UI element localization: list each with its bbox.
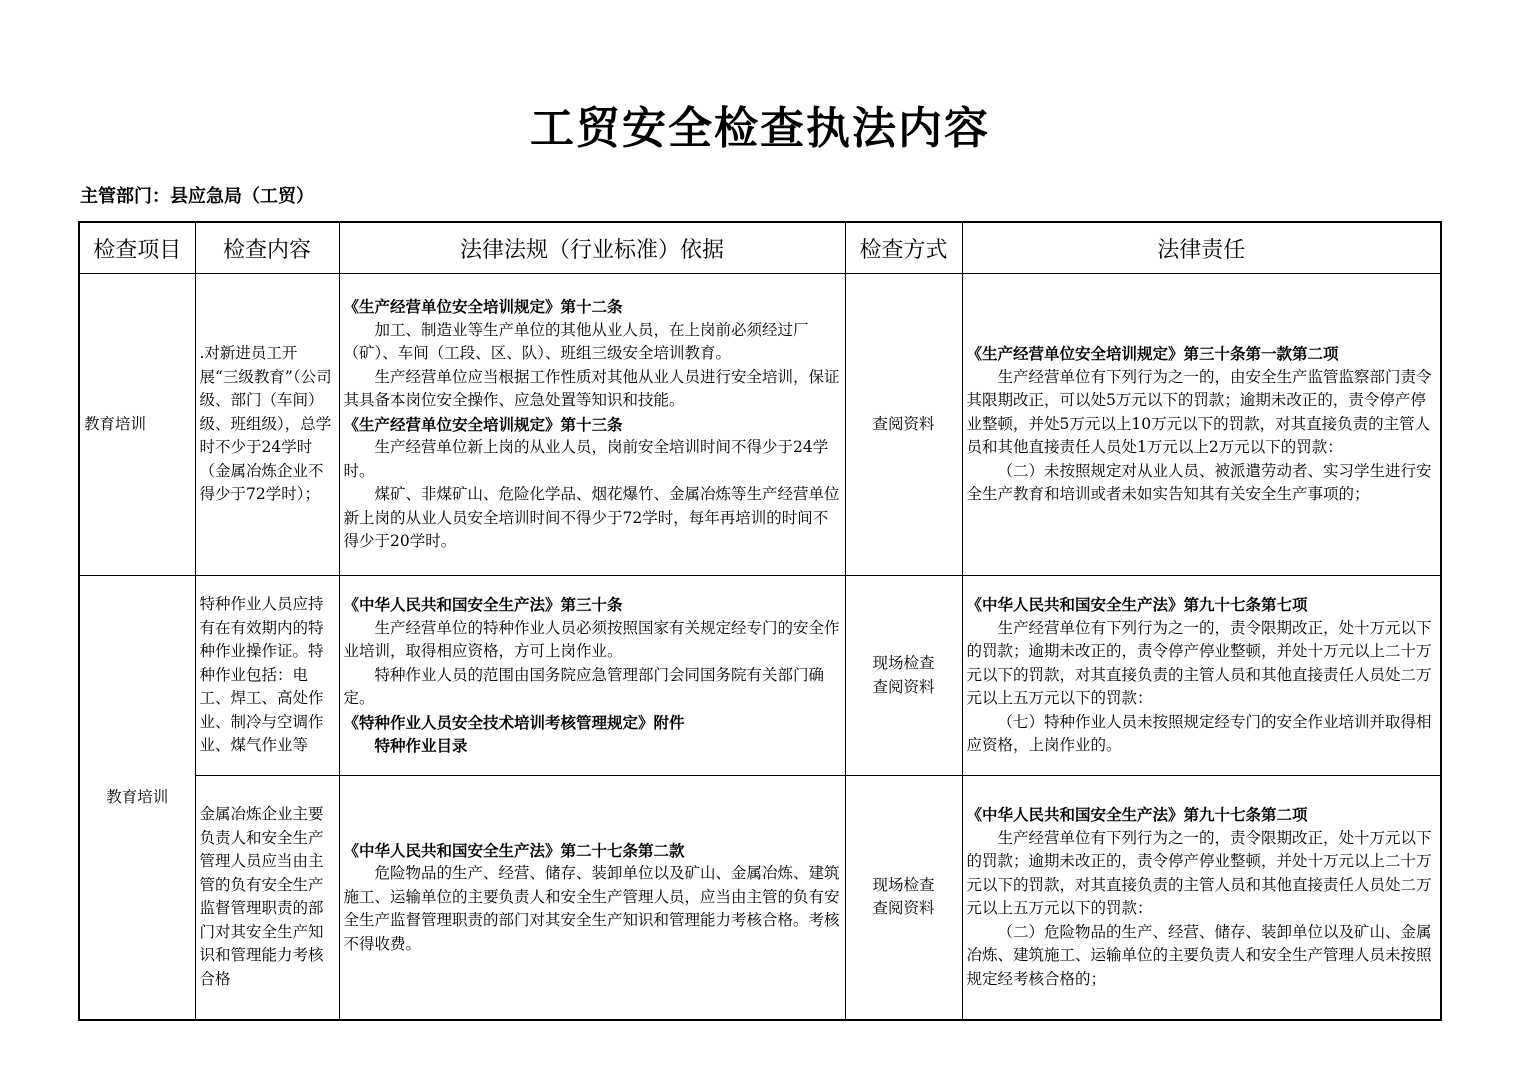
- cell-basis: [339, 274, 845, 576]
- basis-paragraph: 加工、制造业等生产单位的其他从业人员，在上岗前必须经过厂（矿）、车间（工段、区、队）、班组三级安全培训教育。: [343, 320, 809, 363]
- liability-paragraph: （二）危险物品的生产、经营、储存、装卸单位以及矿山、金属冶炼、建筑施工、运输单位的主要负责人和安全生产管理人员未按照规定经考核合格的；: [966, 922, 1432, 988]
- cell-item: 教育培训: [79, 576, 195, 1020]
- cell-content: 特种作业人员应持有在有效期内的特种作业操作证。特种作业包括：电工、焊工、高处作业、制冷与空调作业、煤气作业等: [195, 576, 339, 776]
- cell-basis: [339, 776, 845, 1020]
- basis-heading: 《生产经营单位安全培训规定》第十三条: [343, 414, 623, 434]
- cell-basis: [339, 576, 845, 776]
- basis-paragraph: 生产经营单位的特种作业人员必须按照国家有关规定经专门的安全作业培训，取得相应资格，方可上岗作业。: [343, 618, 840, 661]
- header-basis: 法律法规（行业标准）依据: [339, 222, 845, 274]
- basis-heading: 《中华人民共和国安全生产法》第二十七条第二款: [343, 840, 685, 860]
- cell-method: [845, 776, 962, 1020]
- basis-paragraph: 生产经营单位新上岗的从业人员，岗前安全培训时间不得少于24学时。: [343, 438, 829, 480]
- cell-content: .对新进员工开展“三级教育”（公司级、部门（车间）级、班组级），总学时不少于24学时（金属冶炼企业不得少于72学时）；: [195, 274, 339, 576]
- basis-heading: 《生产经营单位安全培训规定》第十二条: [343, 297, 623, 317]
- page-title: 工贸安全检查执法内容: [530, 103, 990, 154]
- cell-method: [845, 576, 962, 776]
- cell-liability: [962, 776, 1441, 1020]
- cell-liability: [962, 274, 1441, 576]
- header-method: 检查方式: [845, 222, 962, 274]
- table-row: [79, 576, 1441, 776]
- liability-paragraph: （二）未按照规定对从业人员、被派遣劳动者、实习学生进行安全生产教育和培训或者未如实告知其有关安全生产事项的；: [966, 461, 1432, 504]
- basis-heading: 《特种作业人员安全技术培训考核管理规定》附件: [343, 712, 685, 732]
- department-label: 主管部门：县应急局（工贸）: [80, 186, 314, 207]
- method-line: 现场检查: [872, 875, 935, 894]
- method-line: 查阅资料: [872, 899, 935, 918]
- liability-paragraph: 生产经营单位有下列行为之一的，责令限期改正，处十万元以下的罚款；逾期未改正的，责令停产停业整顿，并处十万元以上二十万元以下的罚款，对其直接负责的主管人员和其他直接责任人员处二万元以上五万元以下的罚款：: [966, 618, 1432, 708]
- liability-paragraph: （七）特种作业人员未按照规定经专门的安全作业培训并取得相应资格，上岗作业的。: [966, 712, 1432, 755]
- liability-paragraph: 生产经营单位有下列行为之一的，由安全生产监管监察部门责令其限期改正，可以处5万元以下的罚款；逾期未改正的，责令停产停业整顿，并处5万元以上10万元以下的罚款，对其直接负责的主管人员和其他直接责任人员处1万元以上2万元以下的罚款：: [966, 367, 1432, 457]
- method-line: 查阅资料: [872, 677, 935, 696]
- table-row: [79, 274, 1441, 576]
- cell-method: 查阅资料: [845, 274, 962, 576]
- basis-paragraph: 煤矿、非煤矿山、危险化学品、烟花爆竹、金属冶炼等生产经营单位新上岗的从业人员安全培训时间不得少于72学时，每年再培训的时间不得少于20学时。: [343, 485, 840, 551]
- header-item: 检查项目: [79, 222, 195, 274]
- basis-heading: 《中华人民共和国安全生产法》第三十条: [343, 595, 623, 615]
- header-content: 检查内容: [195, 222, 339, 274]
- cell-content: 金属冶炼企业主要负责人和安全生产管理人员应当由主管的负有安全生产监督管理职责的部门对其安全生产知识和管理能力考核合格: [195, 776, 339, 1020]
- basis-paragraph: 危险物品的生产、经营、储存、装卸单位以及矿山、金属冶炼、建筑施工、运输单位的主要负责人和安全生产管理人员，应当由主管的负有安全生产监督管理职责的部门对其安全生产知识和管理能力考核合格。考核不得收费。: [343, 864, 840, 953]
- table-row: [79, 776, 1441, 1020]
- cell-liability: [962, 576, 1441, 776]
- liability-heading: 《生产经营单位安全培训规定》第三十条第一款第二项: [966, 344, 1339, 364]
- liability-paragraph: 生产经营单位有下列行为之一的，责令限期改正，处十万元以下的罚款；逾期未改正的，责令停产停业整顿，并处十万元以上二十万元以下的罚款，对其直接负责的主管人员和其他直接责任人员处二万元以上五万元以下的罚款：: [966, 828, 1432, 918]
- inspection-table: [78, 221, 1442, 1021]
- liability-heading: 《中华人民共和国安全生产法》第九十七条第二项: [966, 805, 1308, 825]
- header-liability: 法律责任: [962, 222, 1441, 274]
- basis-heading: 特种作业目录: [374, 736, 468, 756]
- table-header-row: [79, 222, 1441, 274]
- basis-paragraph: 特种作业人员的范围由国务院应急管理部门会同国务院有关部门确定。: [343, 665, 825, 708]
- cell-item: 教育培训: [79, 274, 195, 576]
- method-line: 现场检查: [872, 654, 935, 672]
- liability-heading: 《中华人民共和国安全生产法》第九十七条第七项: [966, 595, 1308, 615]
- basis-paragraph: 生产经营单位应当根据工作性质对其他从业人员进行安全培训，保证其具备本岗位安全操作、应急处置等知识和技能。: [343, 367, 840, 410]
